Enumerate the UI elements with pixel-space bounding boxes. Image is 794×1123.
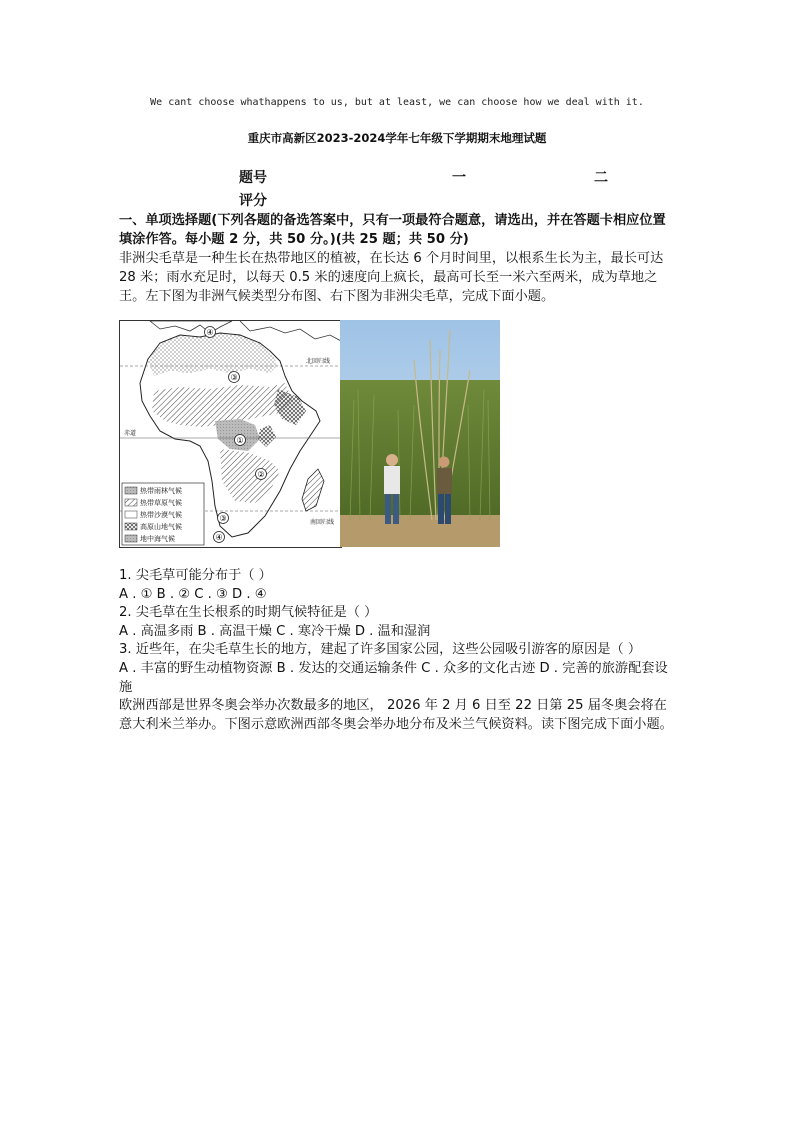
svg-text:④: ④	[215, 533, 223, 542]
marker-3-north	[229, 372, 240, 383]
map-legend	[122, 483, 204, 545]
question-3-options: A . 丰富的野生动植物资源 B . 发达的交通运输条件 C . 众多的文化古迹 D . 完善的旅游配套设施	[119, 660, 668, 695]
score-table-header-label: 题号	[239, 170, 267, 186]
tropic-of-capricorn-label: 南回归线	[310, 519, 335, 526]
legend-desert: 热带沙漠气候	[140, 511, 182, 519]
svg-text:②: ②	[257, 470, 265, 479]
section-2-passage: 欧洲西部是世界冬奥会举办次数最多的地区， 2026 年 2 月 6 日至 22 日第 25 届冬奥会将在意大利米兰举办。下图示意欧洲西部冬奥会举办地分布及米兰气候资料。读下图完成下面小题。	[119, 698, 673, 732]
elephant-grass-photo	[340, 320, 500, 547]
legend-savanna: 热带草原气候	[140, 499, 182, 507]
legend-rainforest: 热带雨林气候	[140, 487, 182, 495]
legend-highland: 高原山地气候	[140, 523, 182, 531]
score-table-col-2: 二	[594, 170, 608, 186]
svg-text:③: ③	[230, 373, 238, 382]
question-1-stem: 1. 尖毛草可能分布于（ ）	[119, 568, 272, 583]
section-1	[119, 211, 675, 306]
question-2-options: A . 高温多雨 B . 高温干燥 C . 寒冷干燥 D . 温和湿润	[119, 623, 431, 639]
equator-label: 赤道	[124, 430, 137, 437]
question-list	[119, 567, 675, 734]
legend-mediterranean: 地中海气候	[140, 535, 175, 543]
tropic-of-cancer-label: 北回归线	[306, 358, 331, 365]
section-1-passage: 非洲尖毛草是一种生长在热带地区的植被，在长达 6 个月时间里，以根系生长为主，最长可达 28 米；雨水充足时，以每天 0.5 米的速度向上疯长，最高可长至一米六至两米，成为草地之王。左下图为非洲气候类型分布图、右下图为非洲尖毛草，完成下面小题。	[119, 251, 664, 304]
svg-text:④: ④	[206, 328, 214, 337]
question-3-stem: 3. 近些年，在尖毛草生长的地方，建起了许多国家公园，这些公园吸引游客的原因是（ ）	[119, 642, 642, 658]
score-table-col-1: 一	[452, 170, 466, 186]
svg-text:③: ③	[219, 514, 227, 523]
svg-text:①: ①	[236, 436, 244, 445]
marker-4-south	[214, 532, 225, 543]
figure-row	[119, 320, 501, 547]
section-1-heading: 一、单项选择题(下列各题的备选答案中，只有一项最符合题意，请选出，并在答题卡相应位置填涂作答。每小题 2 分，共 50 分。)(共 25 题；共 50 分)	[119, 213, 666, 247]
africa-climate-map	[119, 320, 342, 548]
question-1-options: A . ① B . ② C . ③ D . ④	[119, 586, 267, 602]
marker-3-south	[218, 513, 229, 524]
marker-4-north	[205, 327, 216, 338]
marker-2	[256, 469, 267, 480]
photo-svg	[340, 320, 500, 547]
marker-1	[235, 435, 246, 446]
question-2-stem: 2. 尖毛草在生长根系的时期气候特征是（ ）	[119, 605, 378, 621]
page-title: 重庆市高新区2023-2024学年七年级下学期期末地理试题	[247, 131, 547, 145]
africa-map-svg	[120, 321, 341, 547]
score-table-score-label: 评分	[239, 193, 267, 209]
motto-text: We cant choose whathappens to us, but at least, we can choose how we deal with it.	[150, 97, 644, 108]
